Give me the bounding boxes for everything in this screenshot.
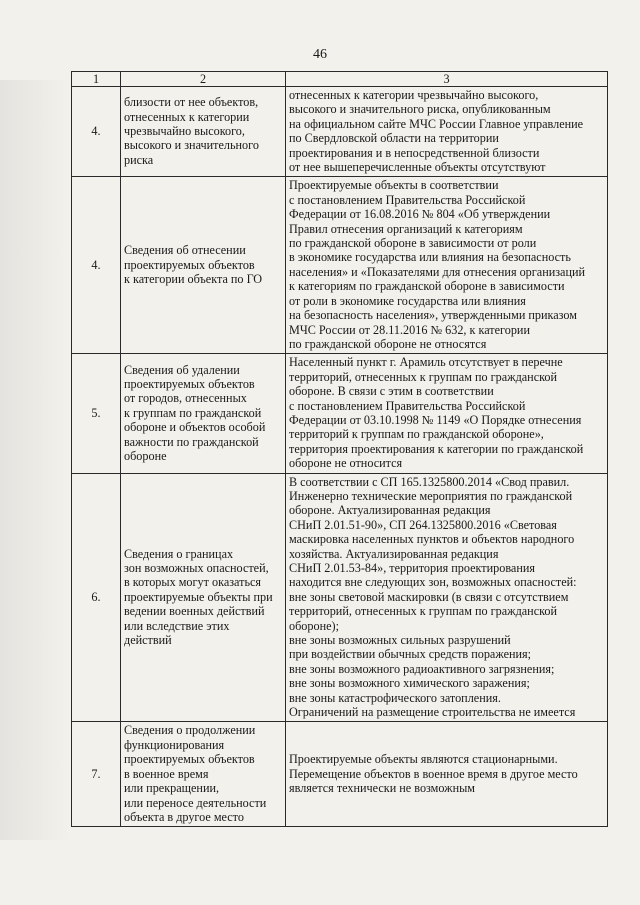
table-row: [72, 177, 608, 354]
row-description-line: от роли в экономике государства или влияния: [289, 293, 526, 308]
row-description-line: с постановлением Правительства Российской: [289, 398, 526, 413]
row-description-line: Федерации от 16.08.2016 № 804 «Об утверждении: [289, 207, 551, 222]
row-title-line: Сведения о продолжении: [124, 723, 256, 738]
row-title-line: или вследствие этих: [124, 618, 230, 633]
row-description-line: МЧС России от 28.11.2016 № 632, к категории: [289, 322, 530, 337]
row-description-line: хозяйства. Актуализированная редакция: [289, 546, 499, 561]
row-description-line: по гражданской обороне в зависимости от роли: [289, 236, 537, 251]
row-title: [121, 473, 286, 722]
row-description-line: территория проектирования к категории по гражданской: [289, 441, 584, 456]
row-title-line: в военное время: [124, 766, 209, 781]
table-row: [72, 87, 608, 177]
document-table: [71, 71, 608, 827]
row-title-line: функционирования: [124, 737, 225, 752]
row-number: 7.: [72, 722, 121, 827]
row-title-line: отнесенных к категории: [124, 109, 250, 124]
row-description-line: обороне. Актуализированная редакция: [289, 503, 491, 518]
row-description-line: на безопасность населения», утвержденными приказом: [289, 308, 577, 323]
row-description-line: отнесенных к категории чрезвычайно высокого,: [289, 88, 539, 102]
row-title-line: Сведения об отнесении: [124, 243, 246, 258]
row-title-line: действий: [124, 633, 172, 648]
header-cell-2: 2: [121, 72, 286, 87]
row-description-line: территорий к группам по гражданской обороне»,: [289, 427, 544, 442]
row-description-line: Ограничений на размещение строительства не имеется: [289, 705, 576, 720]
row-description: [286, 177, 608, 354]
row-title-line: к категории объекта по ГО: [124, 272, 263, 287]
row-description-line: Проектируемые объекты являются стационарными.: [289, 752, 558, 767]
page-number: 46: [313, 47, 327, 62]
row-description-line: к категориям по гражданской обороне в зависимости: [289, 279, 565, 294]
row-title-line: обороне: [124, 448, 167, 463]
row-description-line: вне зоны возможного химического заражения;: [289, 676, 530, 691]
row-title-line: важности по гражданской: [124, 434, 259, 449]
row-description-line: в экономике государства или влияния на безопасность: [289, 250, 571, 265]
row-description-line: проектирования и в непосредственной близости: [289, 145, 540, 160]
row-title-line: Сведения об удалении: [124, 362, 240, 377]
row-description-line: при воздействии обычных средств поражения;: [289, 647, 532, 662]
row-description-line: обороне. В связи с этим в соответствии: [289, 384, 494, 399]
row-description-line: СНиП 2.01.51-90», СП 264.1325800.2016 «Световая: [289, 517, 557, 532]
row-title-line: от городов, отнесенных: [124, 391, 247, 406]
row-description-line: обороне);: [289, 618, 339, 633]
row-description-line: Правил отнесения организаций к категориям: [289, 221, 523, 236]
row-title-line: зон возможных опасностей,: [124, 561, 269, 575]
row-title-line: или прекращении,: [124, 781, 220, 796]
row-number: 6.: [72, 473, 121, 722]
row-number: 4.: [72, 87, 121, 177]
row-title-line: в которых могут оказаться: [124, 575, 262, 590]
row-description-line: обороне не относится: [289, 456, 403, 471]
row-title-line: ведении военных действий: [124, 604, 265, 619]
row-description-line: Проектируемые объекты в соответствии: [289, 178, 499, 193]
row-description: [286, 354, 608, 473]
row-description-line: Федерации от 03.10.1998 № 1149 «О Порядке отнесения: [289, 412, 582, 427]
row-description-line: с постановлением Правительства Российской: [289, 192, 526, 207]
row-description-line: является технически не возможным: [289, 781, 476, 796]
row-title: [121, 177, 286, 354]
table-row: [72, 473, 608, 722]
row-title-line: высокого и значительного: [124, 138, 259, 153]
header-cell-3: 3: [286, 72, 608, 87]
row-description-line: по Свердловской области на территории: [289, 131, 499, 146]
row-title-line: обороне и объектов особой: [124, 420, 266, 435]
row-description-line: Населенный пункт г. Арамиль отсутствует в перечне: [289, 355, 563, 370]
row-description-line: территорий, отнесенных к группам по гражданской: [289, 604, 558, 619]
row-title: [121, 354, 286, 473]
row-number: 5.: [72, 354, 121, 473]
table-header-row: [72, 72, 608, 87]
row-description: [286, 722, 608, 827]
row-title-line: проектируемых объектов: [124, 376, 255, 391]
row-description-line: территорий, отнесенных к группам по гражданской: [289, 369, 558, 384]
scan-shadow: [0, 80, 70, 840]
row-title-line: объекта в другое место: [124, 809, 244, 824]
row-description-line: В соответствии с СП 165.1325800.2014 «Свод правил.: [289, 474, 570, 489]
row-number: 4.: [72, 177, 121, 354]
row-description-line: СНиП 2.01.53-84», территория проектирования: [289, 561, 535, 575]
row-title-line: близости от нее объектов,: [124, 95, 259, 110]
row-title-line: проектируемых объектов: [124, 752, 255, 767]
row-description-line: высокого и значительного риска, опубликованным: [289, 102, 551, 117]
table-row: [72, 722, 608, 827]
row-title-line: риска: [124, 152, 154, 167]
row-description-line: маскировка населенных пунктов и объектов народного: [289, 532, 575, 547]
row-description-line: находится вне следующих зон, возможных опасностей:: [289, 575, 577, 590]
row-description-line: вне зоны катастрофического затопления.: [289, 690, 501, 705]
row-description: [286, 473, 608, 722]
row-description-line: населения» и «Показателями для отнесения организаций: [289, 264, 586, 279]
row-title: [121, 722, 286, 827]
row-title-line: к группам по гражданской: [124, 405, 262, 420]
row-title-line: проектируемые объекты при: [124, 589, 273, 604]
row-title-line: чрезвычайно высокого,: [124, 124, 245, 139]
row-description-line: вне зоны световой маскировки (в связи с отсутствием: [289, 589, 569, 604]
row-description-line: Инженерно технические мероприятия по гражданской: [289, 488, 573, 503]
row-title-line: или переносе деятельности: [124, 795, 267, 810]
table-row: [72, 354, 608, 473]
row-description-line: вне зоны возможного радиоактивного загрязнения;: [289, 661, 555, 676]
row-description-line: на официальном сайте МЧС России Главное управление: [289, 116, 584, 131]
row-title-line: Сведения о границах: [124, 546, 234, 561]
row-description-line: по гражданской обороне не относятся: [289, 336, 487, 351]
header-cell-1: 1: [72, 72, 121, 87]
row-title-line: проектируемых объектов: [124, 257, 255, 272]
row-description: [286, 87, 608, 177]
row-description-line: от нее вышеперечисленные объекты отсутствуют: [289, 160, 546, 175]
row-title: [121, 87, 286, 177]
row-description-line: вне зоны возможных сильных разрушений: [289, 633, 511, 648]
row-description-line: Перемещение объектов в военное время в другое место: [289, 766, 578, 781]
